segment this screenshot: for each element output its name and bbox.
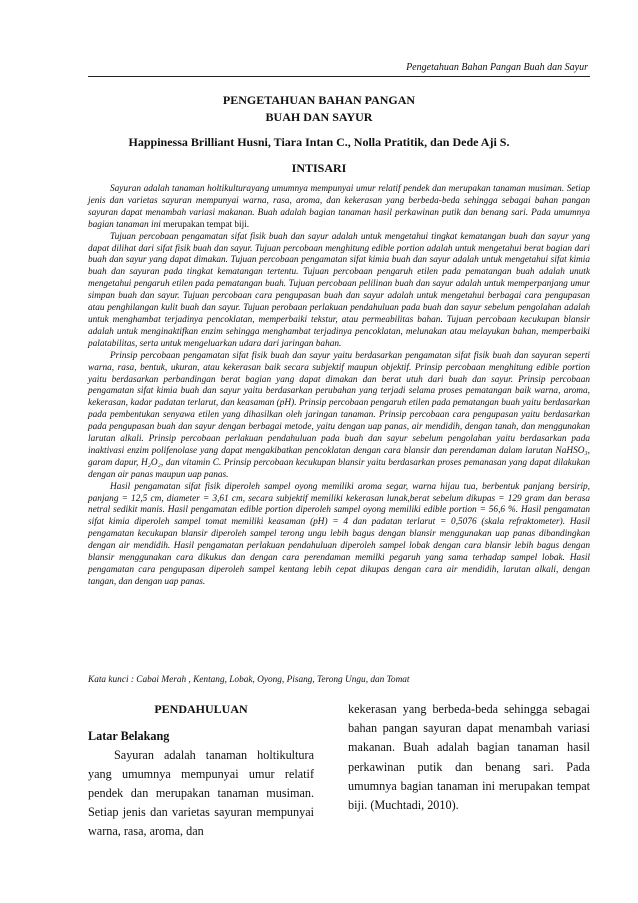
abstract-paragraph-3: Prinsip percobaan pengamatan sifat fisik buah dan sayur yaitu berdasarkan pengamatan sifat fisik buah dan sayuran seperti warna, rasa, bentuk, ukuran, atau kekerasan baik secara subjektif maupun objektif. Prinsip percobaan menghitung edible portion yaitu berdasarkan perbandingan berat bagian yang dapat dimakan dan berat utuh dari buah dan sayur. Prinsip percobaan pengamatan sifat kimia buah dan sayur yaitu berdasarkan perubahan yang terjadi selama proses pematangan baik warna, aroma, kekerasan, kadar padatan terlarut, dan keasaman (pH). Prinsip percobaan pengaruh etilen pada pematangan buah yaitu berdasarkan pada pembentukan senyawa etilen yang dihasilkan oleh jaringan tanaman. Prinsip percobaan cara pengupasan yaitu berdasarkan pada pengupasan buah dan sayur dengan berbagai metode, yaitu dengan uap panas, air mendidih, dengan tanah, dan menggunakan larutan alkali. Prinsip percobaan perlakuan pendahuluan pada buah dan sayur sebelum pengolahan yaitu berdasarkan pada inaktivasi enzim polifenolase yang dapat mengakibatkan pencoklatan dengan cara blansir dan perendaman dalam larutan NaHSO₃, garam dapur, H₂O₂, dan vitamin C. Prinsip percobaan kecukupan blansir yaitu berdasarkan proses pemanasan yang dapat dilakukan dengan air panas maupun uap panas.	[88, 350, 590, 480]
intro-left-paragraph: Sayuran adalah tanaman holtikultura yang umumnya mempunyai umur relatif pendek dan merupakan tanaman musiman. Setiap jenis dan varietas sayuran mempunyai warna, rasa, aroma, dan	[88, 748, 314, 838]
right-column	[348, 700, 590, 815]
title-line-2: BUAH DAN SAYUR	[265, 110, 373, 124]
subheading-latar-belakang: Latar Belakang	[88, 729, 170, 743]
paper-title	[0, 92, 638, 126]
authors: Happinessa Brilliant Husni, Tiara Intan C., Nolla Pratitik, dan Dede Aji S.	[128, 135, 510, 149]
abstract-heading: INTISARI	[291, 161, 347, 175]
abstract-paragraph-1	[88, 184, 590, 232]
abstract-p1-tail: merupakan tempat biji.	[160, 219, 250, 230]
abstract-p1-text: Sayuran adalah tanaman holtikulturayang umumnya mempunyai umur relatif pendek dan merupakan tanaman musiman. Setiap jenis dan varietas sayuran mempunyai warna, rasa, aroma, dan kekerasan yang berbeda-beda sehingga sebagai bahan pangan sayuran dapat menambah variasi makanan. Buah adalah bagian tanaman hasil perkawinan putik dan benang sari. Pada umumnya bagian tanaman ini	[88, 184, 590, 230]
abstract-paragraph-4: Hasil pengamatan sifat fisik diperoleh sampel oyong memiliki aroma segar, warna hijau tua, berbentuk panjang bersirip, panjang = 12,5 cm, diameter = 3,61 cm, secara subjektif memiliki kekerasan lunak,berat sebelum dikupas = 129 gram dan berasa netral sedikit manis. Hasil pengamatan edible portion diperoleh sampel oyong memiliki edible portion = 56,6 %. Hasil pengamatan sifat kimia diperoleh sampel tomat memiliki keasaman (pH) = 4 dan padatan terlarut = 0,5076 (skala refraktometer). Hasil pengamatan kecukupan blansir diperoleh sampel terong ungu lebih bagus dengan blansir menggunakan uap panas dibandingkan dengan air mendidih. Hasil pengamatan perlakuan pendahuluan diperoleh sampel lobak dengan cara blansir lebih bagus dengan blansir menggunakan cara dikukus dan dengan cara perendaman memilki pegaruh yang sama terhadap sampel lobak. Hasil pengamatan cara pengupasan diperoleh sampel kentang lebih cepat dikupas dengan cara air mendidih, larutan alkali, dengan tangan, dan dengan uap panas.	[88, 481, 590, 587]
header-rule	[88, 76, 590, 77]
title-line-1: PENGETAHUAN BAHAN PANGAN	[222, 93, 416, 107]
running-header: Pengetahuan Bahan Pangan Buah dan Sayur	[406, 62, 588, 73]
intro-right-paragraph: kekerasan yang berbeda-beda sehingga sebagai bahan pangan sayuran dapat menambah variasi makanan. Buah adalah bagian tanaman hasil perkawinan putik dan benang sari. Pada umumnya bagian tanaman ini merupakan tempat biji. (Muchtadi, 2010).	[348, 702, 590, 813]
section-heading-pendahuluan: PENDAHULUAN	[154, 702, 248, 716]
abstract	[88, 184, 590, 589]
keywords: Kata kunci : Cabai Merah , Kentang, Lobak, Oyong, Pisang, Terong Ungu, dan Tomat	[88, 675, 410, 685]
abstract-paragraph-2: Tujuan percobaan pengamatan sifat fisik buah dan sayur adalah untuk mengetahui tingkat kematangan buah dan sayur yang dapat dilihat dari sifat fisik buah dan sayur. Tujuan percobaan menghitung edible portion adalah untuk mengetahui berat bagian dari buah dan sayur yang dapat dimakan. Tujuan percobaan pengamatan sifat kimia buah dan sayur adalah untuk mengetahui sifat kimia buah dan sayuran pada tingkat kematangan tertentu. Tujuan percobaan pengaruh etilen pada pematangan buah adalah unutk mengetahui pengaruh etilen pada pematangan buah. Tujuan percobaan pelilinan buah dan sayur adalah untuk memperpanjang umur simpan buah dan sayur. Tujuan percobaan cara pengupasan buah dan sayur adalah untuk mengetahui berbagai cara pengupasan atau penghilangan kulit buah dan sayur. Tujuan perobaan perlakuan pendahuluan pada buah dan sayur sebelum pengolahan adalah untuk menghambat terjadinya pencoklatan, memperbaiki tekstur, atau permeabilitas bahan. Tujuan percobaan kecukupan blansir adalah untuk menginaktifkan enzim sehingga menghambat terjadinya pencoklatan, melunakan atau melayukan bahan, memperbaiki palatabilitas, serta untuk mengeluarkan udara dari jaringan bahan.	[88, 231, 590, 349]
left-column	[88, 700, 314, 841]
